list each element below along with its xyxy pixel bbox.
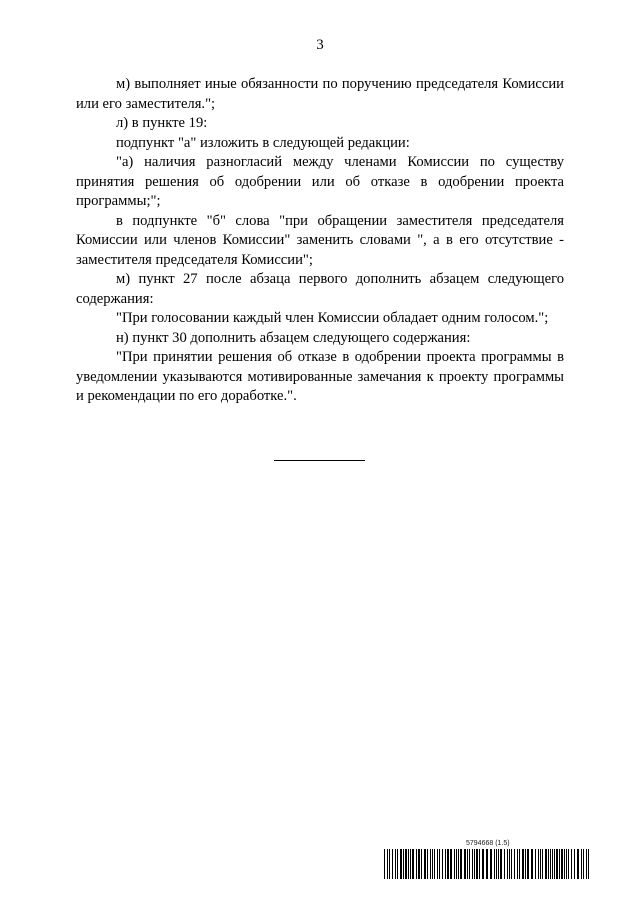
barcode-bar — [583, 849, 584, 879]
paragraph-m-point-27: м) пункт 27 после абзаца первого дополнить абзацем следующего содержания: — [76, 271, 564, 307]
barcode-bar — [421, 849, 422, 879]
barcode-bar — [514, 849, 515, 879]
barcode-bar — [456, 849, 457, 879]
barcode-bar — [550, 849, 551, 879]
barcode-bar — [566, 849, 567, 879]
barcode-bar — [538, 849, 539, 879]
barcode-bar — [460, 849, 462, 879]
barcode-bar — [559, 849, 560, 879]
barcode-bar — [527, 849, 529, 879]
barcode-bar — [548, 849, 549, 879]
barcode-bar — [511, 849, 512, 879]
barcode-bar — [454, 849, 455, 879]
barcode-bar — [525, 849, 526, 879]
barcode-bar — [496, 849, 497, 879]
barcode-bar — [490, 849, 492, 879]
barcode-bar — [405, 849, 407, 879]
barcode-bar — [552, 849, 553, 879]
end-divider — [274, 460, 365, 461]
paragraph-disagreements: "а) наличия разногласий между членами Комиссии по существу принятия решения об одобрении или об отказе в одобрении проекта программы;"; — [76, 154, 564, 209]
barcode-bar — [447, 849, 449, 879]
barcode-bar — [427, 849, 428, 879]
barcode-bar — [418, 849, 420, 879]
barcode-bar — [437, 849, 438, 879]
barcode-bar — [545, 849, 547, 879]
barcode-bar — [504, 849, 505, 879]
barcode-bar — [410, 849, 411, 879]
barcode-bar — [542, 849, 543, 879]
barcode-bar — [531, 849, 533, 879]
barcode-bar — [500, 849, 502, 879]
page-number: 3 — [316, 37, 324, 53]
paragraph-l-point-19: л) в пункте 19: — [116, 115, 208, 131]
barcode — [384, 849, 590, 879]
barcode-caption: 5794668 (1.5) — [466, 840, 510, 847]
barcode-bar — [445, 849, 446, 879]
barcode-bar — [434, 849, 435, 879]
barcode-bar — [540, 849, 541, 879]
barcode-bar — [586, 849, 587, 879]
barcode-bar — [424, 849, 426, 879]
barcode-bar — [479, 849, 480, 879]
barcode-bar — [522, 849, 524, 879]
barcode-bar — [400, 849, 402, 879]
barcode-bar — [554, 849, 555, 879]
barcode-bar — [535, 849, 536, 879]
barcode-bar — [474, 849, 475, 879]
barcode-bar — [577, 849, 579, 879]
barcode-bar — [482, 849, 484, 879]
barcode-bar — [519, 849, 520, 879]
barcode-bar — [387, 849, 388, 879]
paragraph-m-duties: м) выполняет иные обязанности по поручению председателя Комиссии или его заместителя."; — [76, 76, 564, 112]
barcode-bar — [486, 849, 488, 879]
barcode-bar — [416, 849, 417, 879]
barcode-bar — [571, 849, 572, 879]
barcode-bar — [458, 849, 459, 879]
barcode-bar — [498, 849, 499, 879]
paragraph-voting: "При голосовании каждый член Комиссии обладает одним голосом."; — [116, 310, 549, 326]
barcode-bar — [574, 849, 575, 879]
barcode-bar — [469, 849, 470, 879]
document-body — [76, 75, 564, 407]
barcode-bar — [397, 849, 398, 879]
paragraph-subpoint-a: подпункт "а" изложить в следующей редакции: — [116, 134, 410, 151]
paragraph-subpoint-b: в подпункте "б" слова "при обращении заместителя председателя Комиссии или членов Комиссии" заменить словами ", а в его отсутствие - заместителя председателя Комиссии"; — [76, 212, 564, 268]
barcode-bar — [408, 849, 409, 879]
barcode-bar — [472, 849, 473, 879]
barcode-bar — [412, 849, 414, 879]
barcode-bar — [442, 849, 443, 879]
barcode-bar — [517, 849, 518, 879]
barcode-bar — [561, 849, 563, 879]
barcode-bar — [395, 849, 396, 879]
barcode-bar — [392, 849, 393, 879]
barcode-bar — [581, 849, 582, 879]
barcode-bar — [588, 849, 589, 879]
barcode-bar — [464, 849, 466, 879]
barcode-bar — [450, 849, 452, 879]
barcode-bar — [509, 849, 510, 879]
barcode-bar — [432, 849, 433, 879]
barcode-bar — [564, 849, 565, 879]
barcode-bar — [476, 849, 478, 879]
barcode-bar — [467, 849, 468, 879]
paragraph-refusal-notice: "При принятии решения об отказе в одобрении проекта программы в уведомлении указываются мотивированные замечания к проекту программы и рекомендации по его доработке.". — [76, 349, 564, 404]
barcode-bar — [494, 849, 495, 879]
barcode-bar — [556, 849, 558, 879]
barcode-bar — [568, 849, 569, 879]
paragraph-n-point-30: н) пункт 30 дополнить абзацем следующего содержания: — [116, 329, 471, 346]
barcode-bar — [430, 849, 431, 879]
barcode-bar — [507, 849, 508, 879]
barcode-bar — [384, 849, 385, 879]
barcode-bar — [439, 849, 440, 879]
barcode-bar — [389, 849, 390, 879]
barcode-bar — [403, 849, 404, 879]
